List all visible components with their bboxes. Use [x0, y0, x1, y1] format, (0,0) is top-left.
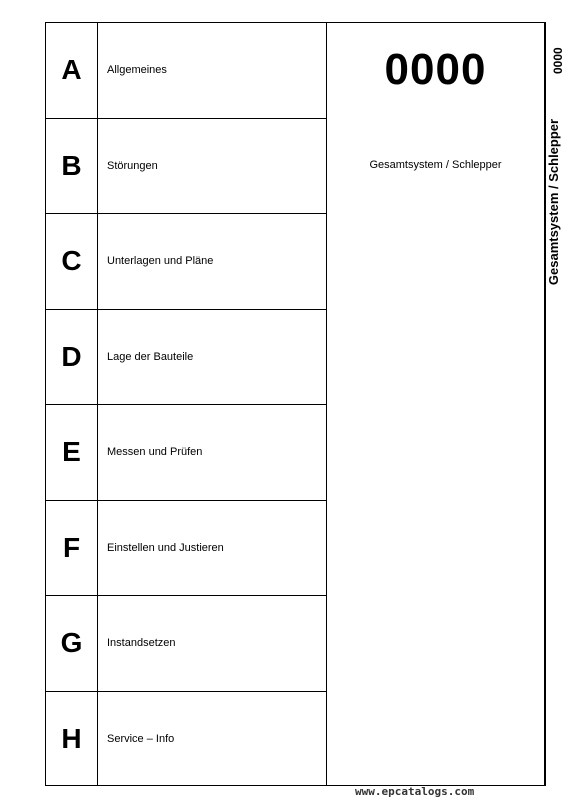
section-label-column — [98, 23, 327, 785]
section-letter-h: H — [61, 723, 82, 755]
section-letter-a: A — [46, 23, 97, 119]
document-subtitle: Gesamtsystem / Schlepper — [369, 159, 502, 171]
section-letter-g: G — [46, 596, 97, 692]
section-label-e[interactable]: Messen und Prüfen — [98, 405, 326, 501]
section-letter-e: E — [46, 405, 97, 501]
title-panel — [327, 23, 544, 785]
document-number: 0000 — [384, 45, 487, 94]
section-label-a[interactable]: Allgemeines — [98, 23, 326, 119]
watermark-text: www.epcatalogs.com — [355, 785, 475, 798]
section-label-h[interactable]: Service – Info — [107, 733, 175, 746]
section-letter-b: B — [46, 119, 97, 215]
side-tab — [545, 22, 568, 786]
section-label-d[interactable]: Lage der Bauteile — [98, 310, 326, 406]
side-tab-number: 0000 — [551, 47, 565, 74]
side-tab-title: Gesamtsystem / Schlepper — [546, 118, 561, 286]
section-letter-d: D — [46, 310, 97, 406]
section-letter-column — [46, 23, 98, 785]
section-letter-f: F — [46, 501, 97, 597]
document-sheet — [45, 22, 545, 786]
section-label-g[interactable]: Instandsetzen — [98, 596, 326, 692]
section-label-b[interactable]: Störungen — [98, 119, 326, 215]
section-label-c[interactable]: Unterlagen und Pläne — [98, 214, 326, 310]
section-letter-c: C — [46, 214, 97, 310]
section-label-f[interactable]: Einstellen und Justieren — [98, 501, 326, 597]
